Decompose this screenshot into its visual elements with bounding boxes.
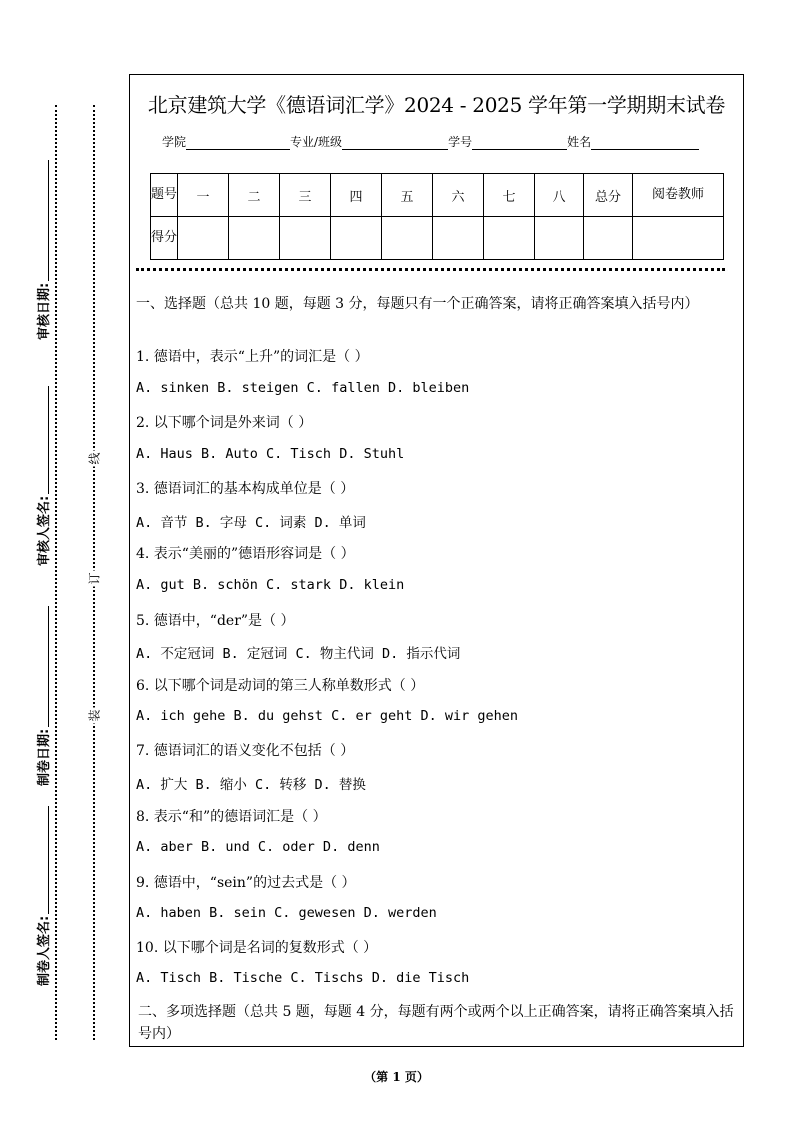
- college-field[interactable]: [186, 137, 290, 150]
- preparer-signature-text: 制卷人签名:: [36, 915, 52, 986]
- question-9: 9. 德语中，“sein”的过去式是（ ）: [136, 875, 356, 891]
- score-col-1: 一: [178, 174, 229, 217]
- score-col-7: 七: [484, 174, 535, 217]
- question-10: 10. 以下哪个词是名词的复数形式（ ）: [136, 940, 378, 956]
- options-5: A. 不定冠词 B. 定冠词 C. 物主代词 D. 指示代词: [136, 646, 461, 662]
- question-2: 2. 以下哪个词是外来词（ ）: [136, 415, 313, 431]
- exam-frame: [129, 74, 744, 1047]
- options-1: A. sinken B. steigen C. fallen D. bleiben: [136, 380, 470, 396]
- score-table-score-row: [151, 217, 724, 260]
- score-cell-4[interactable]: [331, 217, 382, 260]
- options-9: A. haben B. sein C. gewesen D. werden: [136, 905, 437, 921]
- question-1: 1. 德语中，表示“上升”的词汇是（ ）: [136, 349, 369, 365]
- question-5: 5. 德语中，“der”是（ ）: [136, 613, 295, 629]
- options-6: A. ich gehe B. du gehst C. er geht D. wir gehen: [136, 708, 519, 724]
- options-2: A. Haus B. Auto C. Tisch D. Stuhl: [136, 446, 405, 462]
- margin-dotted-line-left: [55, 105, 57, 1040]
- score-cell-3[interactable]: [280, 217, 331, 260]
- name-field[interactable]: [591, 137, 699, 150]
- question-4: 4. 表示“美丽的”德语形容词是（ ）: [136, 546, 355, 562]
- exam-title: 北京建筑大学《德语词汇学》2024 - 2025 学年第一学期期末试卷: [147, 93, 726, 117]
- score-table-header-row: [151, 174, 724, 217]
- score-cell-5[interactable]: [382, 217, 433, 260]
- reviewer-signature-text: 审核人签名:: [36, 495, 52, 566]
- question-8: 8. 表示“和”的德语词汇是（ ）: [136, 809, 327, 825]
- options-7: A. 扩大 B. 缩小 C. 转移 D. 替换: [136, 777, 366, 793]
- dotted-separator: [136, 268, 725, 271]
- major-label: 专业/班级: [290, 135, 343, 149]
- binding-char-xian: 线: [87, 452, 102, 465]
- score-table: [150, 173, 724, 260]
- question-3: 3. 德语词汇的基本构成单位是（ ）: [136, 481, 355, 497]
- reviewer-signature-line: [36, 386, 49, 494]
- preparer-signature-label: [32, 806, 52, 986]
- score-col-2: 二: [229, 174, 280, 217]
- major-field[interactable]: [342, 137, 448, 150]
- page-footer: （第 1 页）: [364, 1070, 429, 1084]
- options-8: A. aber B. und C. oder D. denn: [136, 839, 380, 855]
- question-7: 7. 德语词汇的语义变化不包括（ ）: [136, 743, 355, 759]
- student-id-label: 学号: [448, 135, 473, 149]
- review-date-label: [32, 160, 52, 340]
- reviewer-signature-label: [32, 386, 52, 566]
- college-label: 学院: [162, 135, 187, 149]
- score-col-4: 四: [331, 174, 382, 217]
- score-table-row2-header: 得分: [151, 217, 178, 260]
- options-3: A. 音节 B. 字母 C. 词素 D. 单词: [136, 515, 366, 531]
- score-table-row1-header: 题号: [151, 174, 178, 217]
- student-info-row: [162, 133, 699, 150]
- preparer-signature-line: [36, 806, 49, 914]
- prepare-date-line: [36, 606, 49, 727]
- section2-heading: 二、多项选择题（总共 5 题，每题 4 分，每题有两个或两个以上正确答案，请将正确答案填入括号内）: [138, 1004, 734, 1042]
- score-cell-8[interactable]: [535, 217, 584, 260]
- score-col-3: 三: [280, 174, 331, 217]
- binding-char-ding: 订: [87, 572, 102, 585]
- score-cell-7[interactable]: [484, 217, 535, 260]
- score-col-total: 总分: [584, 174, 633, 217]
- binding-char-zhuang: 装: [87, 709, 102, 722]
- score-cell-6[interactable]: [433, 217, 484, 260]
- prepare-date-label: [32, 606, 52, 786]
- options-10: A. Tisch B. Tische C. Tischs D. die Tisch: [136, 970, 470, 986]
- score-col-grader: 阅卷教师: [633, 174, 724, 217]
- section1-heading: 一、选择题（总共 10 题，每题 3 分，每题只有一个正确答案，请将正确答案填入括号内）: [136, 296, 699, 312]
- prepare-date-text: 制卷日期:: [36, 728, 52, 786]
- score-col-8: 八: [535, 174, 584, 217]
- score-col-5: 五: [382, 174, 433, 217]
- score-col-6: 六: [433, 174, 484, 217]
- name-label: 姓名: [567, 135, 592, 149]
- review-date-text: 审核日期:: [36, 282, 52, 340]
- student-id-field[interactable]: [472, 137, 567, 150]
- question-6: 6. 以下哪个词是动词的第三人称单数形式（ ）: [136, 678, 425, 694]
- score-cell-2[interactable]: [229, 217, 280, 260]
- score-cell-total[interactable]: [584, 217, 633, 260]
- review-date-line: [36, 160, 49, 281]
- score-cell-grader[interactable]: [633, 217, 724, 260]
- options-4: A. gut B. schön C. stark D. klein: [136, 577, 405, 593]
- score-cell-1[interactable]: [178, 217, 229, 260]
